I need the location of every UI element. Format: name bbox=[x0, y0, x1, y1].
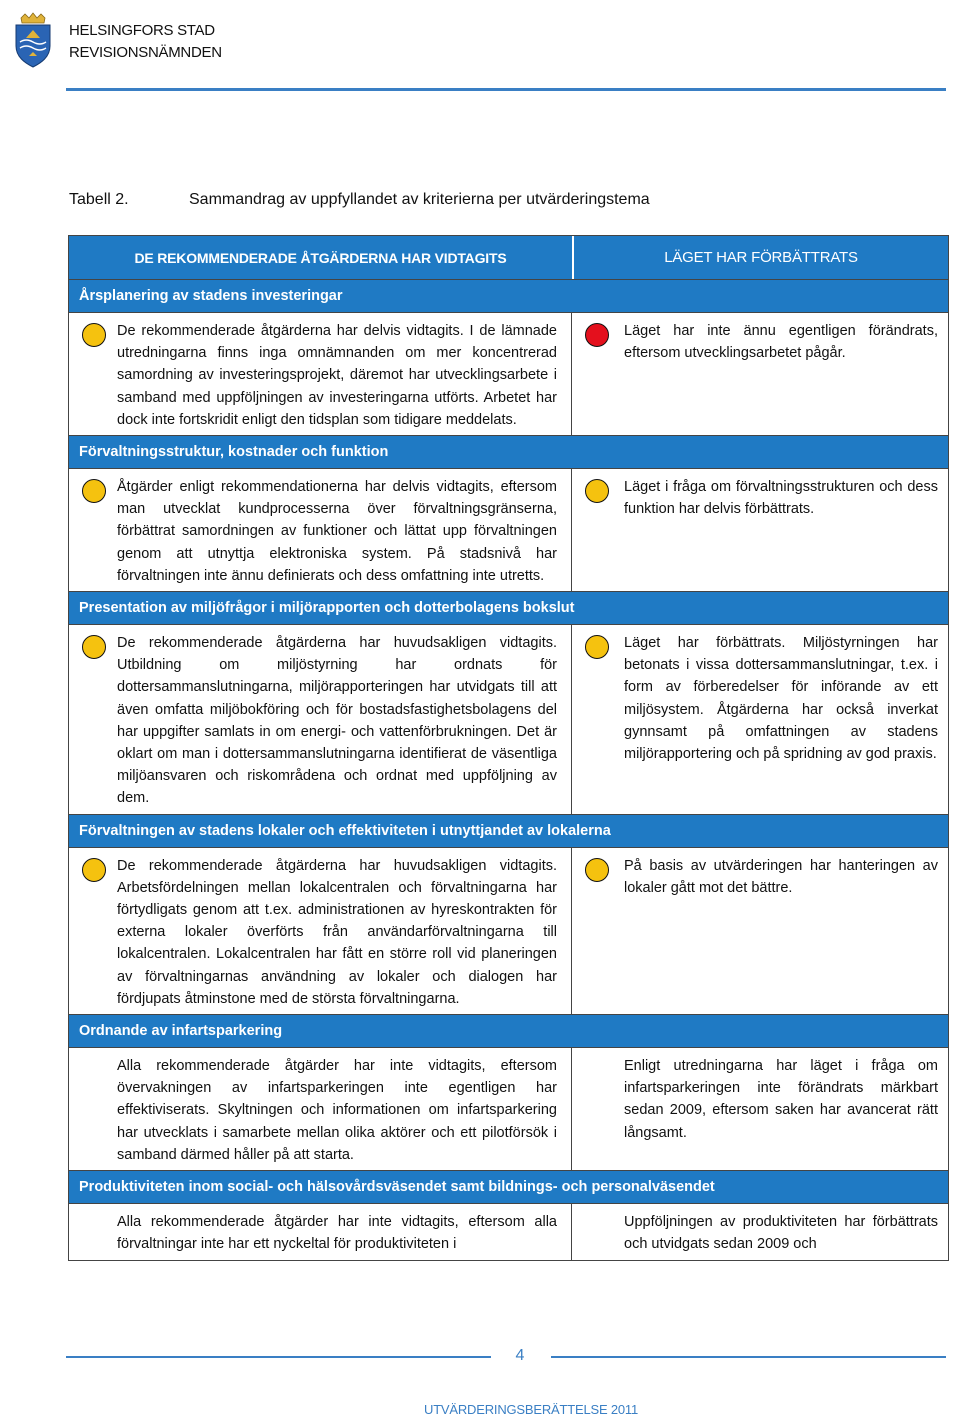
situation-text: Läget har förbättrats. Miljöstyrningen har betonats i vissa dottersammanslutningar, t.ex. i form av förberedelser för införande av ett miljösystem. Åtgärderna har också inverkat gynnsamt på omfattningen av stadens miljörapportering och på spridning av god praxis. bbox=[624, 635, 938, 763]
table-title: Sammandrag av uppfyllandet av kriterierna per utvärderingstema bbox=[189, 191, 650, 208]
measures-text: Alla rekommenderade åtgärder har inte vidtagits, eftersom alla förvaltningar inte har ett nyckeltal för produktiviteten i bbox=[117, 1214, 557, 1253]
table-row bbox=[69, 847, 948, 1014]
table-number: Tabell 2. bbox=[69, 191, 129, 208]
org-name-line1: HELSINGFORS STAD bbox=[69, 22, 215, 39]
section-title: Förvaltningsstruktur, kostnader och funktion bbox=[69, 435, 948, 468]
column-header-measures: DE REKOMMENDERADE ÅTGÄRDERNA HAR VIDTAGITS bbox=[69, 236, 574, 279]
status-indicator-icon bbox=[585, 858, 609, 882]
situation-cell bbox=[572, 848, 948, 1014]
section-title: Förvaltningen av stadens lokaler och effektiviteten i utnyttjandet av lokalerna bbox=[69, 814, 948, 847]
status-indicator-icon bbox=[82, 858, 106, 882]
measures-cell bbox=[69, 625, 572, 814]
table-row bbox=[69, 1203, 948, 1259]
situation-text: Enligt utredningarna har läget i fråga om infartsparkeringen inte förändrats märkbart sedan 2009, eftersom saken har avancerat rätt långsamt. bbox=[624, 1058, 938, 1141]
status-indicator-icon bbox=[82, 635, 106, 659]
situation-text: Läget har inte ännu egentligen förändrats, eftersom utvecklingsarbetet pågår. bbox=[624, 323, 938, 362]
status-indicator-icon bbox=[585, 323, 609, 347]
table-row bbox=[69, 1047, 948, 1170]
table-row bbox=[69, 624, 948, 814]
measures-text: Åtgärder enligt rekommendationerna har delvis vidtagits, eftersom man utvecklat kundprocesserna över förvaltningsgränserna, förbättrat samordningen av funktioner och lättat upp förvaltningen genom att utnyttja elektroniska system. På stadsnivå har förvaltningen inte ännu definierats och dess omfattning inte utretts. bbox=[117, 479, 557, 584]
footer-report-title: UTVÄRDERINGSBERÄTTELSE 2011 bbox=[424, 1402, 638, 1417]
measures-text: De rekommenderade åtgärderna har huvudsakligen vidtagits. Utbildning om miljöstyrning har ordnats för dottersammanslutningarna, miljörapporteringen har utvidgats till att även omfatta miljöbokföring och för bostadsfastighetsbolagens del har uppgifter samlats in om energi- och vattenförbrukningen. Det är oklart om man i dottersammanslutningarna identifierat de väsentliga miljöansvaren och riskområdena och ordnat med uppföljning av dem. bbox=[117, 635, 557, 807]
measures-cell bbox=[69, 848, 572, 1014]
measures-cell bbox=[69, 313, 572, 435]
section-title: Produktiviteten inom social- och hälsovårdsväsendet samt bildnings- och personalväsendet bbox=[69, 1170, 948, 1203]
header-divider bbox=[66, 88, 946, 91]
helsinki-crest-icon bbox=[13, 12, 53, 68]
footer-divider-left bbox=[66, 1356, 491, 1358]
table-row bbox=[69, 468, 948, 591]
status-indicator-icon bbox=[82, 479, 106, 503]
situation-cell bbox=[572, 313, 948, 435]
situation-text: Uppföljningen av produktiviteten har förbättrats och utvidgats sedan 2009 och bbox=[624, 1214, 938, 1253]
situation-cell bbox=[572, 469, 948, 591]
org-name-line2: REVISIONSNÄMNDEN bbox=[69, 44, 222, 61]
situation-cell bbox=[572, 625, 948, 814]
column-header-situation: LÄGET HAR FÖRBÄTTRATS bbox=[664, 249, 858, 266]
page-header bbox=[0, 0, 960, 92]
status-indicator-icon bbox=[585, 479, 609, 503]
measures-cell bbox=[69, 1204, 572, 1259]
section-title: Årsplanering av stadens investeringar bbox=[69, 279, 948, 312]
situation-text: Läget i fråga om förvaltningsstrukturen och dess funktion har delvis förbättrats. bbox=[624, 479, 938, 518]
measures-text: De rekommenderade åtgärderna har huvudsakligen vidtagits. Arbetsfördelningen mellan lokalcentralen och förvaltningarna har förtydligats genom att t.ex. administrationen av hyreskontrakten för externa lokaler överförts från användarförvaltningarna till lokalcentralen. Lokalcentralen har fått en större roll vid planeringen av förvaltningarnas användning av lokaler och dialogen har fördjupats åtminstone med de största förvaltningarna. bbox=[117, 857, 557, 1007]
measures-cell bbox=[69, 1048, 572, 1170]
page-number: 4 bbox=[515, 1347, 525, 1364]
status-indicator-icon bbox=[82, 323, 106, 347]
table-row bbox=[69, 312, 948, 435]
measures-text: De rekommenderade åtgärderna har delvis vidtagits. I de lämnade utredningarna finns inga omnämnanden om mer koncentrerad samordning av investeringsprojekt, däremot har utvecklingsarbete i samband med uppföljningen av investeringarna utförts. Arbetet har dock inte fortskridit enligt den tidsplan som tidigare meddelats. bbox=[117, 323, 557, 428]
table-column-header bbox=[69, 235, 948, 279]
section-title: Presentation av miljöfrågor i miljörapporten och dotterbolagens bokslut bbox=[69, 591, 948, 624]
section-title: Ordnande av infartsparkering bbox=[69, 1014, 948, 1047]
situation-cell bbox=[572, 1048, 948, 1170]
table-body bbox=[69, 279, 948, 1260]
footer-divider-right bbox=[551, 1356, 946, 1358]
situation-text: På basis av utvärderingen har hanteringen av lokaler gått mot det bättre. bbox=[624, 857, 938, 896]
evaluation-table bbox=[68, 235, 949, 1261]
status-indicator-icon bbox=[585, 635, 609, 659]
situation-cell bbox=[572, 1204, 948, 1259]
measures-cell bbox=[69, 469, 572, 591]
measures-text: Alla rekommenderade åtgärder har inte vidtagits, eftersom övervakningen av infartsparkeringen inte egentligen har effektiviserats. Skyltningen och informationen om infartsparkering har utvecklats i samarbete mellan olika aktörer och ett pilotförsök i samband därmed håller på att starta. bbox=[117, 1058, 557, 1163]
